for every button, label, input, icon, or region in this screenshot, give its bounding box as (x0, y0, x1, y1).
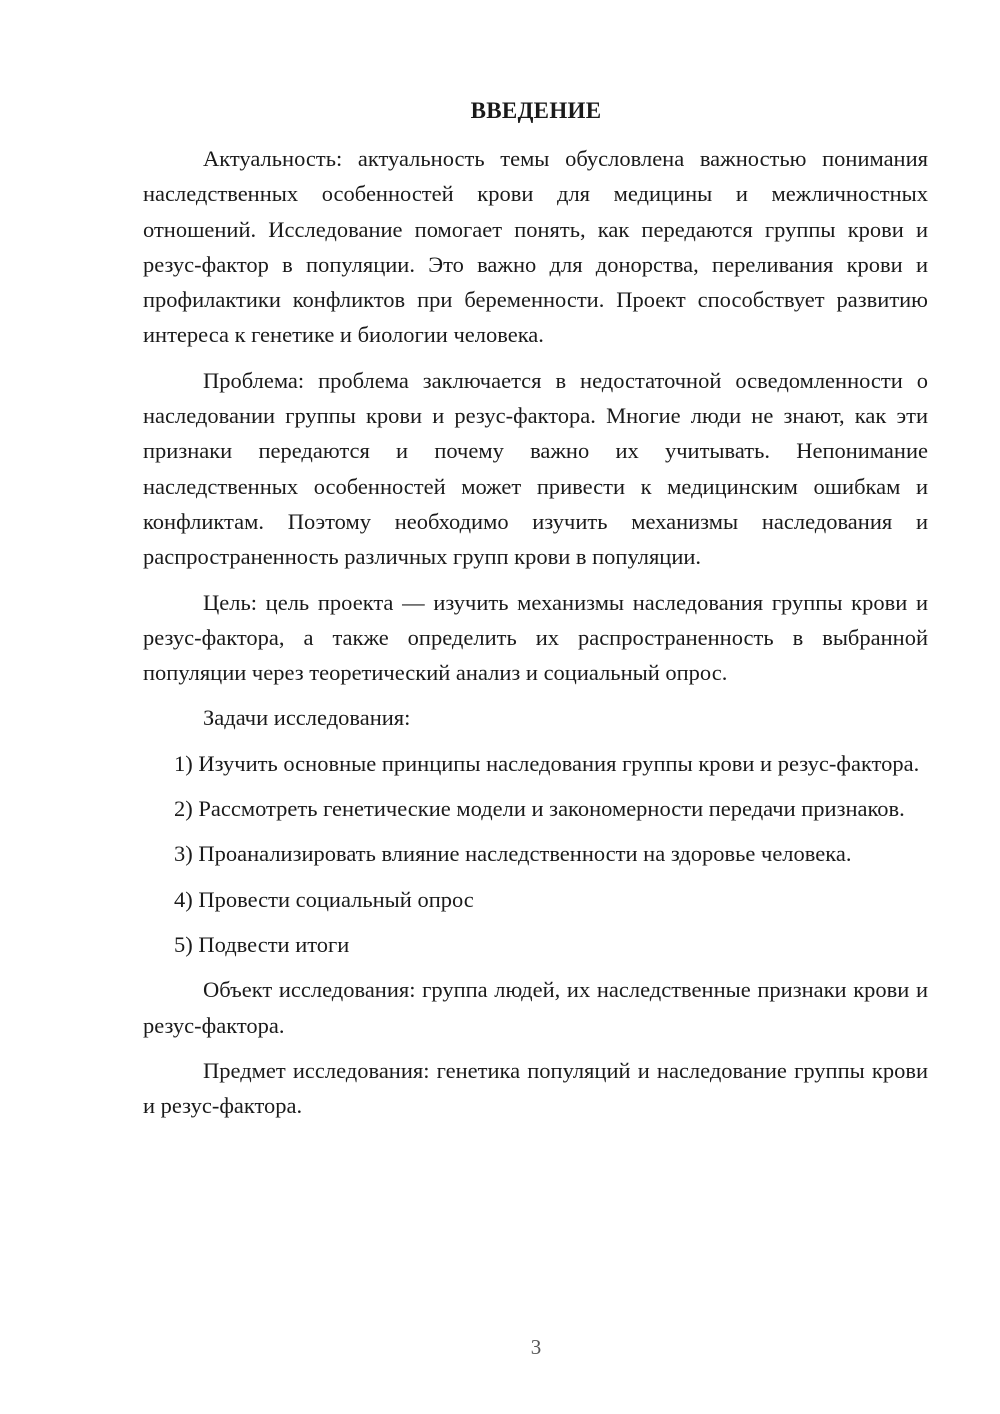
tasks-heading: Задачи исследования: (203, 705, 411, 731)
page-number: 3 (530, 1335, 542, 1359)
task-item-1: 1) Изучить основные принципы наследования группы крови и резус-фактора. (174, 750, 920, 776)
paragraph-goal: Цель: цель проекта — изучить механизмы наследования группы крови и резус-фактора, а также определить их распространенность в выбранной популяции через теоретический анализ и социальный опрос. (143, 589, 928, 686)
task-item-2: 2) Рассмотреть генетические модели и закономерности передачи признаков. (174, 796, 905, 822)
paragraph-object: Объект исследования: группа людей, их наследственные признаки крови и резус-фактора. (143, 977, 928, 1038)
paragraph-problem: Проблема: проблема заключается в недостаточной осведомленности о наследовании группы крови и резус-фактора. Многие люди не знают, как эти признаки передаются и почему важно их учитывать. Непонимание наследственных особенностей может привести к медицинским ошибкам и конфликтам. Поэтому необходимо изучить механизмы наследования и распространенность различных групп крови в популяции. (143, 367, 928, 570)
paragraph-relevance: Актуальность: актуальность темы обусловлена важностью понимания наследственных особенностей крови для медицины и межличностных отношений. Исследование помогает понять, как передаются группы крови и резус-фактор в популяции. Это важно для донорства, переливания крови и профилактики конфликтов при беременности. Проект способствует развитию интереса к генетике и биологии человека. (143, 146, 928, 348)
paragraph-subject: Предмет исследования: генетика популяций и наследование группы крови и резус-фактора. (143, 1057, 928, 1119)
task-item-3: 3) Проанализировать влияние наследственности на здоровье человека. (174, 841, 852, 867)
task-item-5: 5) Подвести итоги (174, 931, 350, 957)
task-item-4: 4) Провести социальный опрос (174, 886, 474, 912)
document-body (143, 141, 928, 1133)
page-title: ВВЕДЕНИЕ (470, 98, 602, 123)
